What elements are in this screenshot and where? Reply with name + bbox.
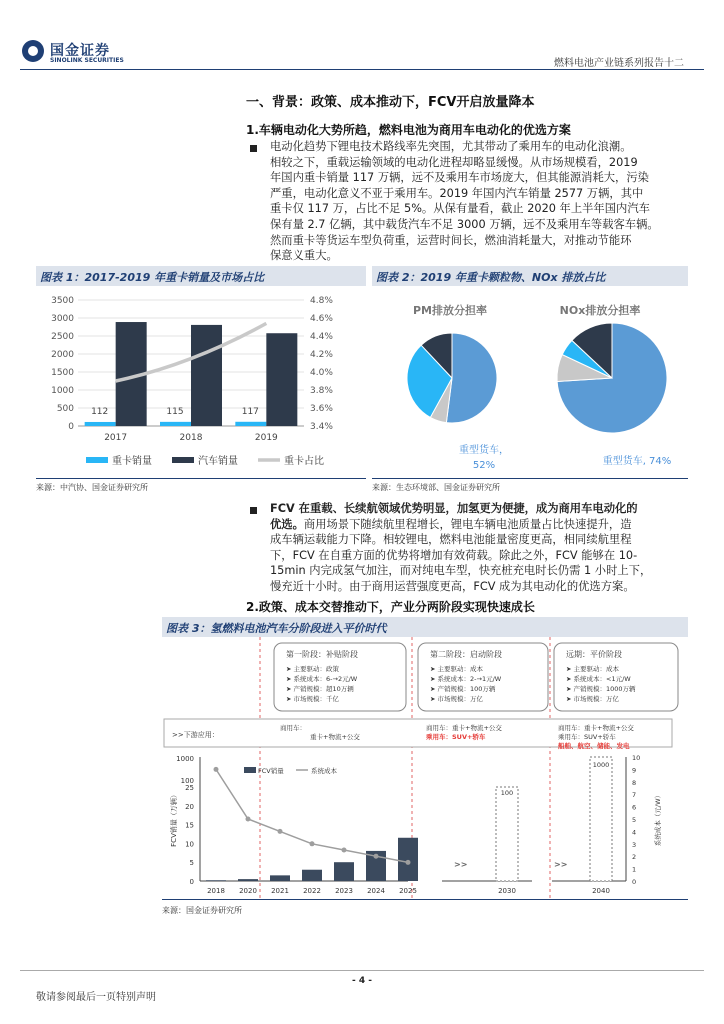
fig2-source: 来源：生态环境部、国金证券研究所	[372, 483, 500, 492]
fig1-data-label: 117	[241, 406, 259, 417]
fig3-source: 来源：国金证券研究所	[162, 906, 242, 915]
fig2-pie-title: NOx排放分担率	[559, 304, 641, 317]
fig1-legend-swatch	[86, 457, 108, 463]
fig3-stage-item: ➤ 主要驱动：成本	[430, 665, 484, 673]
fig3-cost-marker	[246, 817, 251, 822]
fig2-pie-annotation: 重型货车，	[459, 445, 509, 456]
fig3-cost-marker	[214, 767, 219, 772]
fig3-ytick: 0	[189, 878, 194, 886]
para2-line: 下，FCV 在自重方面的优势将增加有效荷载。除此之外，FCV 能够在 10-	[270, 548, 638, 562]
fig1-xtick: 2018	[179, 433, 203, 443]
logo-en: SINOLINK SECURITIES	[50, 57, 124, 64]
fig1-legend-label: 重卡销量	[112, 456, 152, 467]
fig3-bar-fcv	[398, 838, 418, 881]
fig1-y2tick: 4.4%	[310, 332, 333, 342]
subsection-1-title: 1.车辆电动化大势所趋，燃料电池为商用车电动化的优选方案	[246, 123, 571, 137]
fig1-y2tick: 4.2%	[310, 350, 333, 360]
fig3-bottom-rule	[162, 899, 688, 900]
fig1-xtick: 2019	[254, 433, 278, 443]
subsection-2-title: 2.政策、成本交替推动下，产业分两阶段实现快速成长	[246, 600, 535, 614]
fig3-stage-item: ➤ 市场规模：万亿	[566, 695, 620, 703]
fig3-y2label: 系统成本（元/W）	[654, 791, 662, 847]
fig3-xtick: 2020	[239, 887, 257, 895]
para1-line: 然而重卡等货运车型负荷重，运营时间长，燃油消耗量大，对推动节能环	[270, 233, 632, 247]
fig1-bar-auto	[266, 333, 297, 426]
fig3-xtick: 2030	[498, 887, 516, 895]
fig3-line-cost	[216, 769, 408, 862]
paragraph-1	[270, 139, 690, 264]
page-number: - 4 -	[352, 976, 372, 986]
fig3-chart	[162, 637, 688, 899]
fig3-cost-marker	[342, 848, 347, 853]
fig3-xtick: 2018	[207, 887, 225, 895]
para2-line: 成车辆运载能力下降。相较锂电，燃料电池能量密度更高，相同续航里程	[270, 533, 632, 547]
fig1-legend-swatch	[172, 457, 194, 463]
fig3-y2tick: 9	[632, 766, 637, 775]
para1-line: 保有量 2.7 亿辆，其中载货汽车不足 3000 万辆，远不及乘用车等载客车辆。	[270, 217, 659, 231]
para2-line: 优选。商用场景下随续航里程增长，锂电车辆电池质量占比快速提升，造	[270, 517, 632, 531]
fig2-pie-annotation: 重型货车, 74%	[602, 456, 672, 467]
fig3-cost-marker	[310, 841, 315, 846]
fig1-bottom-rule	[36, 478, 366, 479]
fig3-stage-title: 远期：平价阶段	[566, 650, 622, 659]
bullet-1	[250, 145, 257, 152]
fig3-downstream-text: 商用车：	[280, 724, 306, 732]
para1-line: 年国内重卡销量 117 万辆，远不及乘用车市场庞大，但其能源消耗大，污染	[270, 171, 649, 185]
fig3-stage-item: ➤ 主要驱动：成本	[566, 665, 620, 673]
fig3-xtick: 2022	[303, 887, 321, 895]
para1-line: 保意义重大。	[270, 249, 338, 263]
fig3-downstream-text: 商用车：重卡+物流+公交	[558, 724, 634, 732]
fig1-y2tick: 4.8%	[310, 296, 333, 306]
fig3-bar-fcv	[238, 879, 258, 881]
fig3-y2tick: 10	[632, 754, 641, 762]
fig3-downstream-label: >>下游应用：	[172, 731, 219, 739]
fig3-y2tick: 1	[632, 865, 637, 874]
fig1-legend-label: 汽车销量	[198, 456, 238, 467]
fig3-stage-item: ➤ 产销规模：100万辆	[430, 685, 496, 693]
fig3-arrow: >>	[454, 860, 468, 869]
fig1-bar-auto	[191, 325, 222, 426]
fig3-cost-marker	[278, 829, 283, 834]
para1-line: 严重，电动化意义不亚于乘用车。2019 年国内汽车销量 2577 万辆，其中	[270, 186, 644, 200]
fig1-bar-heavy-truck	[160, 422, 191, 426]
fig3-downstream-text: 商用车：重卡+物流+公交	[426, 724, 502, 732]
fig2-pie-annotation: 52%	[472, 460, 496, 471]
para1-line: 重卡仅 117 万，占比不足 5%。从保有量看，截止 2020 年上半年国内汽车	[270, 202, 650, 216]
fig2-pie-title: PM排放分担率	[412, 304, 488, 317]
fig3-bar-2040	[590, 757, 612, 881]
fig3-ytick: 15	[185, 821, 194, 830]
fig3-xtick: 2040	[592, 887, 610, 895]
fig3-y2tick: 4	[632, 828, 637, 837]
fig3-xtick: 2025	[399, 887, 417, 895]
fig1-ytick: 1500	[51, 368, 74, 378]
fig3-cost-marker	[374, 854, 379, 859]
fig1-bar-heavy-truck	[235, 422, 266, 426]
fig3-bar-fcv	[270, 875, 290, 881]
fig3-bar-fcv	[206, 880, 226, 881]
header-rule	[20, 69, 704, 70]
fig3-ytick: 100	[180, 777, 194, 785]
fig1-ytick: 2500	[51, 332, 74, 342]
fig3-ytick: 5	[189, 859, 194, 868]
fig1-title: 图表 1：2017-2019 年重卡销量及市场占比	[40, 271, 265, 284]
section-title: 一、背景：政策、成本推动下，FCV开启放量降本	[246, 95, 535, 110]
fig3-stage-item: ➤ 市场规模：千亿	[286, 695, 340, 703]
fig3-downstream-text: 船舶、航空、储能、发电	[558, 742, 630, 750]
fig1-bar-heavy-truck	[85, 422, 116, 426]
bullet-2	[250, 507, 257, 514]
disclaimer: 敬请参阅最后一页特别声明	[36, 992, 156, 1003]
fig1-ytick: 0	[68, 422, 74, 432]
fig1-y2tick: 4.6%	[310, 314, 333, 324]
fig3-y2tick: 5	[632, 816, 637, 824]
fig3-stage-title: 第一阶段：补贴阶段	[286, 650, 358, 659]
fig3-legend-label: FCV销量	[258, 767, 284, 775]
fig3-title: 图表 3：氢燃料电池汽车分阶段进入平价时代	[166, 622, 387, 635]
fig3-xtick: 2024	[367, 887, 385, 895]
paragraph-2	[270, 501, 690, 595]
fig1-y2tick: 3.6%	[310, 404, 333, 414]
fig3-ytick: 20	[185, 802, 194, 811]
fig3-bar-label: 100	[500, 789, 514, 797]
fig3-y2tick: 3	[632, 840, 637, 849]
fig3-stage-item: ➤ 系统成本：<1元/W	[566, 675, 631, 683]
fig3-ytick: 1000	[176, 755, 194, 763]
fig3-downstream-text: 乘用车：SUV+轿车	[558, 733, 616, 741]
fig3-legend-label: 系统成本	[311, 767, 337, 775]
fig3-stage-item: ➤ 市场规模：万亿	[430, 695, 484, 703]
para2-line: 15min 内完成氢气加注，而对纯电车型，快充桩充电时长仍需 1 小时上下，	[270, 564, 652, 578]
fig2-bottom-rule	[372, 478, 688, 479]
fig1-ytick: 1000	[51, 386, 74, 396]
fig3-y2tick: 2	[632, 853, 637, 862]
fig3-stage-item: ➤ 系统成本：6-→2元/W	[286, 675, 358, 683]
footer-rule	[20, 970, 704, 971]
fig3-bar-fcv	[334, 862, 354, 881]
fig1-ytick: 2000	[51, 350, 74, 360]
fig3-y2tick: 8	[632, 778, 637, 787]
fig3-stage-item: ➤ 主要驱动：政策	[286, 665, 340, 673]
fig1-legend-label: 重卡占比	[284, 456, 324, 467]
para2-line: FCV 在重载、长续航领域优势明显，加氢更为便捷，成为商用车电动化的	[270, 502, 638, 515]
fig1-ytick: 3000	[51, 314, 74, 324]
fig3-cost-marker	[406, 860, 411, 865]
para1-line: 电动化趋势下锂电技术路线率先突围，尤其带动了乘用车的电动化浪潮。	[270, 140, 632, 153]
fig2-pie-slice	[446, 333, 497, 423]
logo-mark-icon	[22, 40, 44, 62]
fig1-y2tick: 3.4%	[310, 422, 333, 432]
fig1-ytick: 3500	[51, 296, 74, 306]
fig3-legend-swatch	[244, 767, 256, 773]
fig3-stage-item: ➤ 系统成本：2-→1元/W	[430, 675, 502, 683]
fig1-ytick: 500	[56, 404, 74, 414]
fig1-data-label: 112	[91, 406, 109, 417]
fig3-ytick: 10	[185, 840, 194, 849]
fig2-title: 图表 2：2019 年重卡颗粒物、NOx 排放占比	[376, 271, 606, 284]
fig3-y2tick: 7	[632, 791, 637, 800]
para1-line: 相较之下，重载运输领域的电动化进程却略显缓慢。从市场规模看，2019	[270, 155, 638, 169]
fig1-y2tick: 4.0%	[310, 368, 333, 378]
fig3-y2tick: 0	[632, 878, 637, 886]
fig3-bar-2030	[496, 787, 518, 881]
fig1-source: 来源：中汽协、国金证券研究所	[36, 483, 148, 492]
fig1-y2tick: 3.8%	[310, 386, 333, 396]
para2-line: 慢充近十小时。由于商用运营强度更高，FCV 成为其电动化的优选方案。	[270, 579, 635, 593]
fig1-data-label: 115	[166, 406, 184, 417]
fig3-downstream-text: 重卡+物流+公交	[310, 733, 360, 741]
fig1-chart	[36, 288, 366, 478]
fig1-xtick: 2017	[104, 433, 128, 443]
fig3-arrow: >>	[554, 860, 568, 869]
fig3-stage-item: ➤ 产销规模：超10万辆	[286, 685, 354, 693]
fig3-stage-item: ➤ 产销规模：1000万辆	[566, 685, 636, 693]
fig3-ylabel: FCV销量（万辆）	[170, 791, 178, 847]
fig3-bar-label: 1000	[592, 761, 610, 769]
fig3-xtick: 2021	[271, 887, 289, 895]
fig3-xtick: 2023	[335, 887, 353, 895]
report-series: 燃料电池产业链系列报告十二	[554, 58, 684, 69]
fig3-stage-title: 第二阶段：启动阶段	[430, 650, 502, 659]
fig3-bar-fcv	[302, 870, 322, 881]
logo-cn: 国金证券	[50, 43, 110, 59]
fig2-chart	[372, 288, 688, 478]
fig3-y2tick: 6	[632, 803, 637, 812]
fig3-downstream-text: 乘用车：SUV+轿车	[426, 733, 486, 741]
fig3-ytick: 25	[185, 784, 194, 792]
